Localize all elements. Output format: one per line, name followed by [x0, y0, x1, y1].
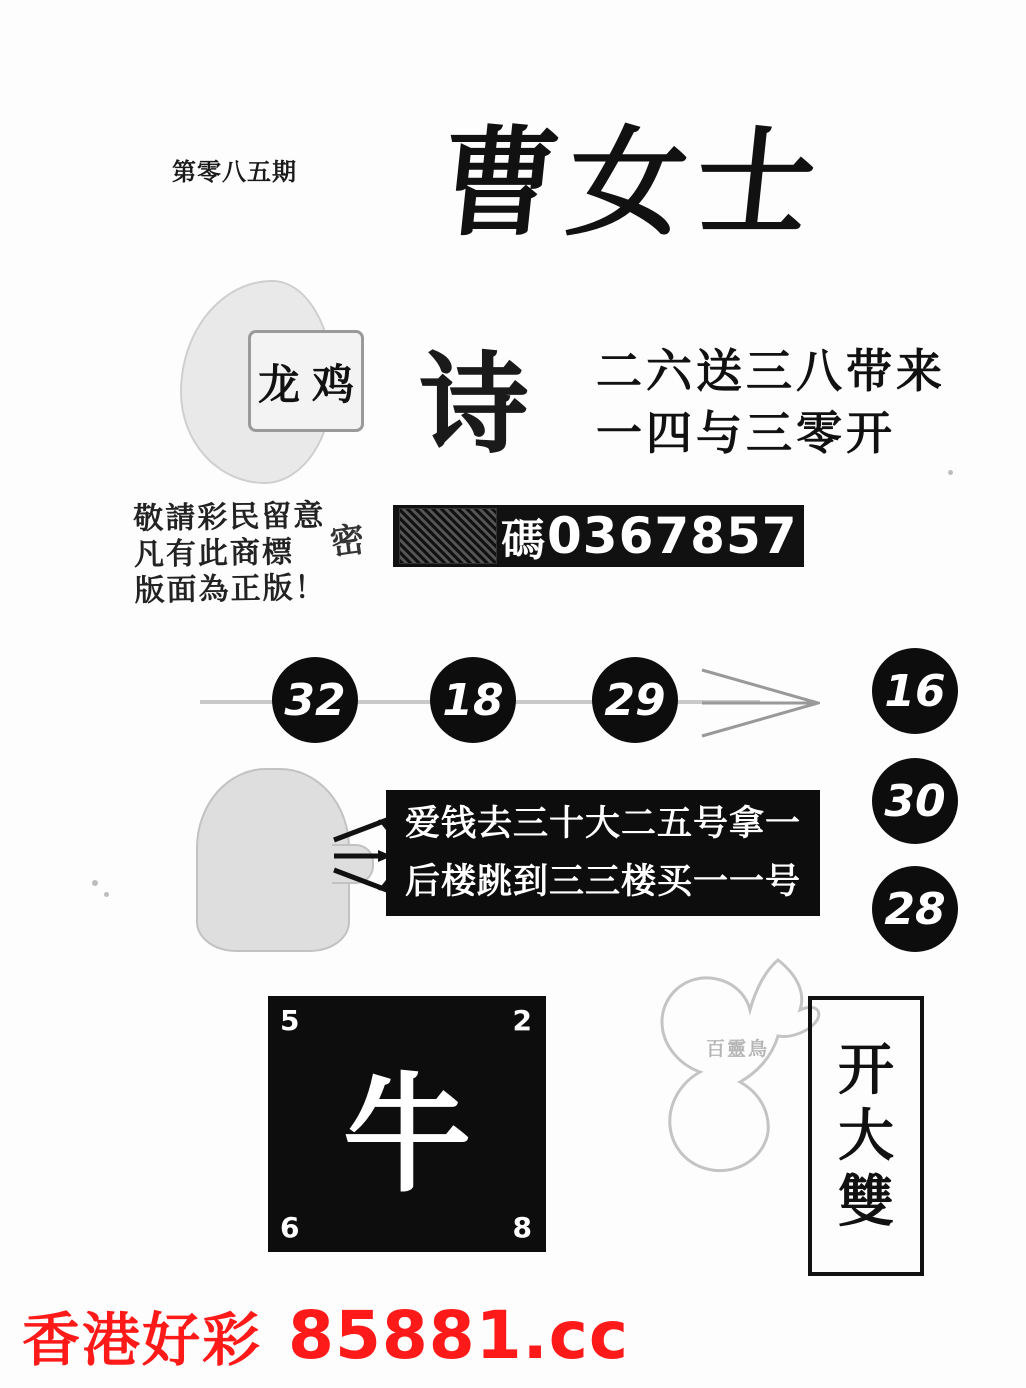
lottery-ball: 18 — [430, 657, 516, 743]
stamp-texture-icon — [399, 508, 497, 564]
paper-speck — [948, 470, 953, 475]
message-box — [386, 790, 820, 916]
vertical-char-3: 雙 — [838, 1169, 894, 1235]
footer-bar — [0, 1298, 1026, 1372]
message-line-1: 爱钱去三十大二五号拿一 — [404, 804, 801, 844]
notice-line-2: 凡有此商標 — [133, 534, 295, 573]
footer-url[interactable]: 85881.cc — [288, 1296, 629, 1374]
card-corner-number: 5 — [280, 1004, 300, 1037]
vertical-char-2: 大 — [838, 1103, 894, 1169]
notice-line-3: 版面為正版！ — [134, 570, 327, 609]
lottery-ball: 32 — [272, 657, 358, 743]
paper-speck — [104, 892, 109, 897]
zodiac-char-1: 龙 — [258, 360, 301, 409]
poem-line-1: 二六送三八带来 — [596, 344, 946, 398]
code-label: 碼 — [501, 515, 545, 566]
notice-line-1: 敬請彩民留意 — [133, 498, 326, 537]
poem-heading-char: 诗 — [420, 342, 529, 468]
seal-stamp: 密 — [327, 519, 368, 564]
animal-card — [268, 996, 546, 1252]
card-animal-char: 牛 — [342, 1060, 471, 1210]
lottery-ball: 16 — [872, 648, 958, 734]
vertical-char-1: 开 — [838, 1037, 894, 1103]
message-line-2: 后楼跳到三三楼买一一号 — [404, 862, 801, 902]
zodiac-char-2: 鸡 — [312, 360, 355, 409]
poem-block — [596, 340, 946, 464]
paper-speck — [92, 880, 98, 886]
lottery-ball: 29 — [592, 657, 678, 743]
speaking-head-icon — [196, 768, 350, 952]
code-bar — [393, 505, 804, 567]
card-corner-number: 8 — [512, 1211, 532, 1244]
arrow-icon — [700, 660, 820, 746]
lottery-ball: 30 — [872, 758, 958, 844]
lottery-ball: 28 — [872, 866, 958, 952]
page-title: 曹女士 — [433, 113, 832, 252]
card-corner-number: 2 — [512, 1004, 532, 1037]
bird-label: 百靈鳥 — [706, 1038, 770, 1060]
code-digits: 0367857 — [547, 507, 798, 565]
bird-outline-icon — [628, 952, 828, 1182]
notice-block — [133, 498, 327, 609]
footer-brand: 香港好彩 — [22, 1306, 263, 1374]
vertical-slogan-frame — [808, 996, 924, 1276]
poem-line-2: 一四与三零开 — [596, 406, 896, 460]
issue-label: 第零八五期 — [172, 158, 297, 186]
card-corner-number: 6 — [280, 1211, 300, 1244]
